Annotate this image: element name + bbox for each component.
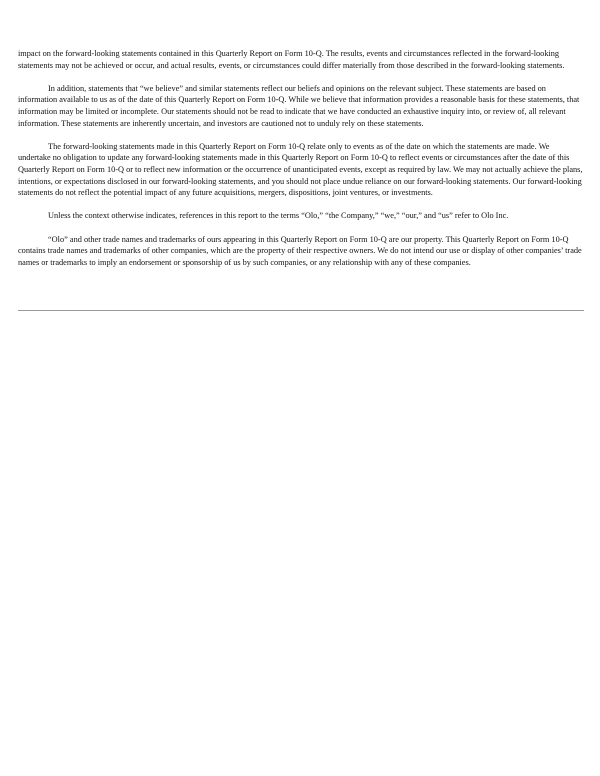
document-body xyxy=(18,48,584,280)
page-divider xyxy=(18,310,584,311)
paragraph-terms-definition: Unless the context otherwise indicates, references in this report to the terms “Olo,” “the Company,” “we,” “our,” and “us” refer to Olo Inc. xyxy=(48,211,509,221)
paragraph-no-obligation: The forward-looking statements made in this Quarterly Report on Form 10-Q relate only to events as of the date on which the statements are made. We undertake no obligation to update any forward-looking statements made in this Quarterly Report on Form 10-Q to reflect events or circumstances after the date of this Quarterly Report on Form 10-Q or to reflect new information or the occurrence of unanticipated events, except as required by law. We may not actually achieve the plans, intentions, or expectations disclosed in our forward-looking statements, and you should not place undue reliance on our forward-looking statements. Our forward-looking statements do not reflect the potential impact of any future acquisitions, mergers, dispositions, joint ventures, or investments. xyxy=(18,141,583,198)
paragraph-forward-looking-impact: impact on the forward-looking statements contained in this Quarterly Report on Form 10-Q. The results, events and circumstances reflected in the forward-looking statements may not be achieved or occur, and actual results, events, or circumstances could differ materially from those described in the forward-looking statements. xyxy=(18,49,565,70)
paragraph-trademarks: “Olo” and other trade names and trademarks of ours appearing in this Quarterly Report on Form 10-Q are our property. This Quarterly Report on Form 10-Q contains trade names and trademarks of other companies, which are the property of their respective owners. We do not intend our use or display of other companies’ trade names or trademarks to imply an endorsement or sponsorship of us by such companies, or any relationship with any of these companies. xyxy=(18,234,582,267)
paragraph-we-believe: In addition, statements that “we believe” and similar statements reflect our beliefs and opinions on the relevant subject. These statements are based on information available to us as of the date of this Quarterly Report on Form 10-Q. While we believe that information provides a reasonable basis for these statements, that information may be limited or incomplete. Our statements should not be read to indicate that we have conducted an exhaustive inquiry into, or review of, all relevant information. These statements are inherently uncertain, and investors are cautioned not to unduly rely on these statements. xyxy=(18,83,580,128)
